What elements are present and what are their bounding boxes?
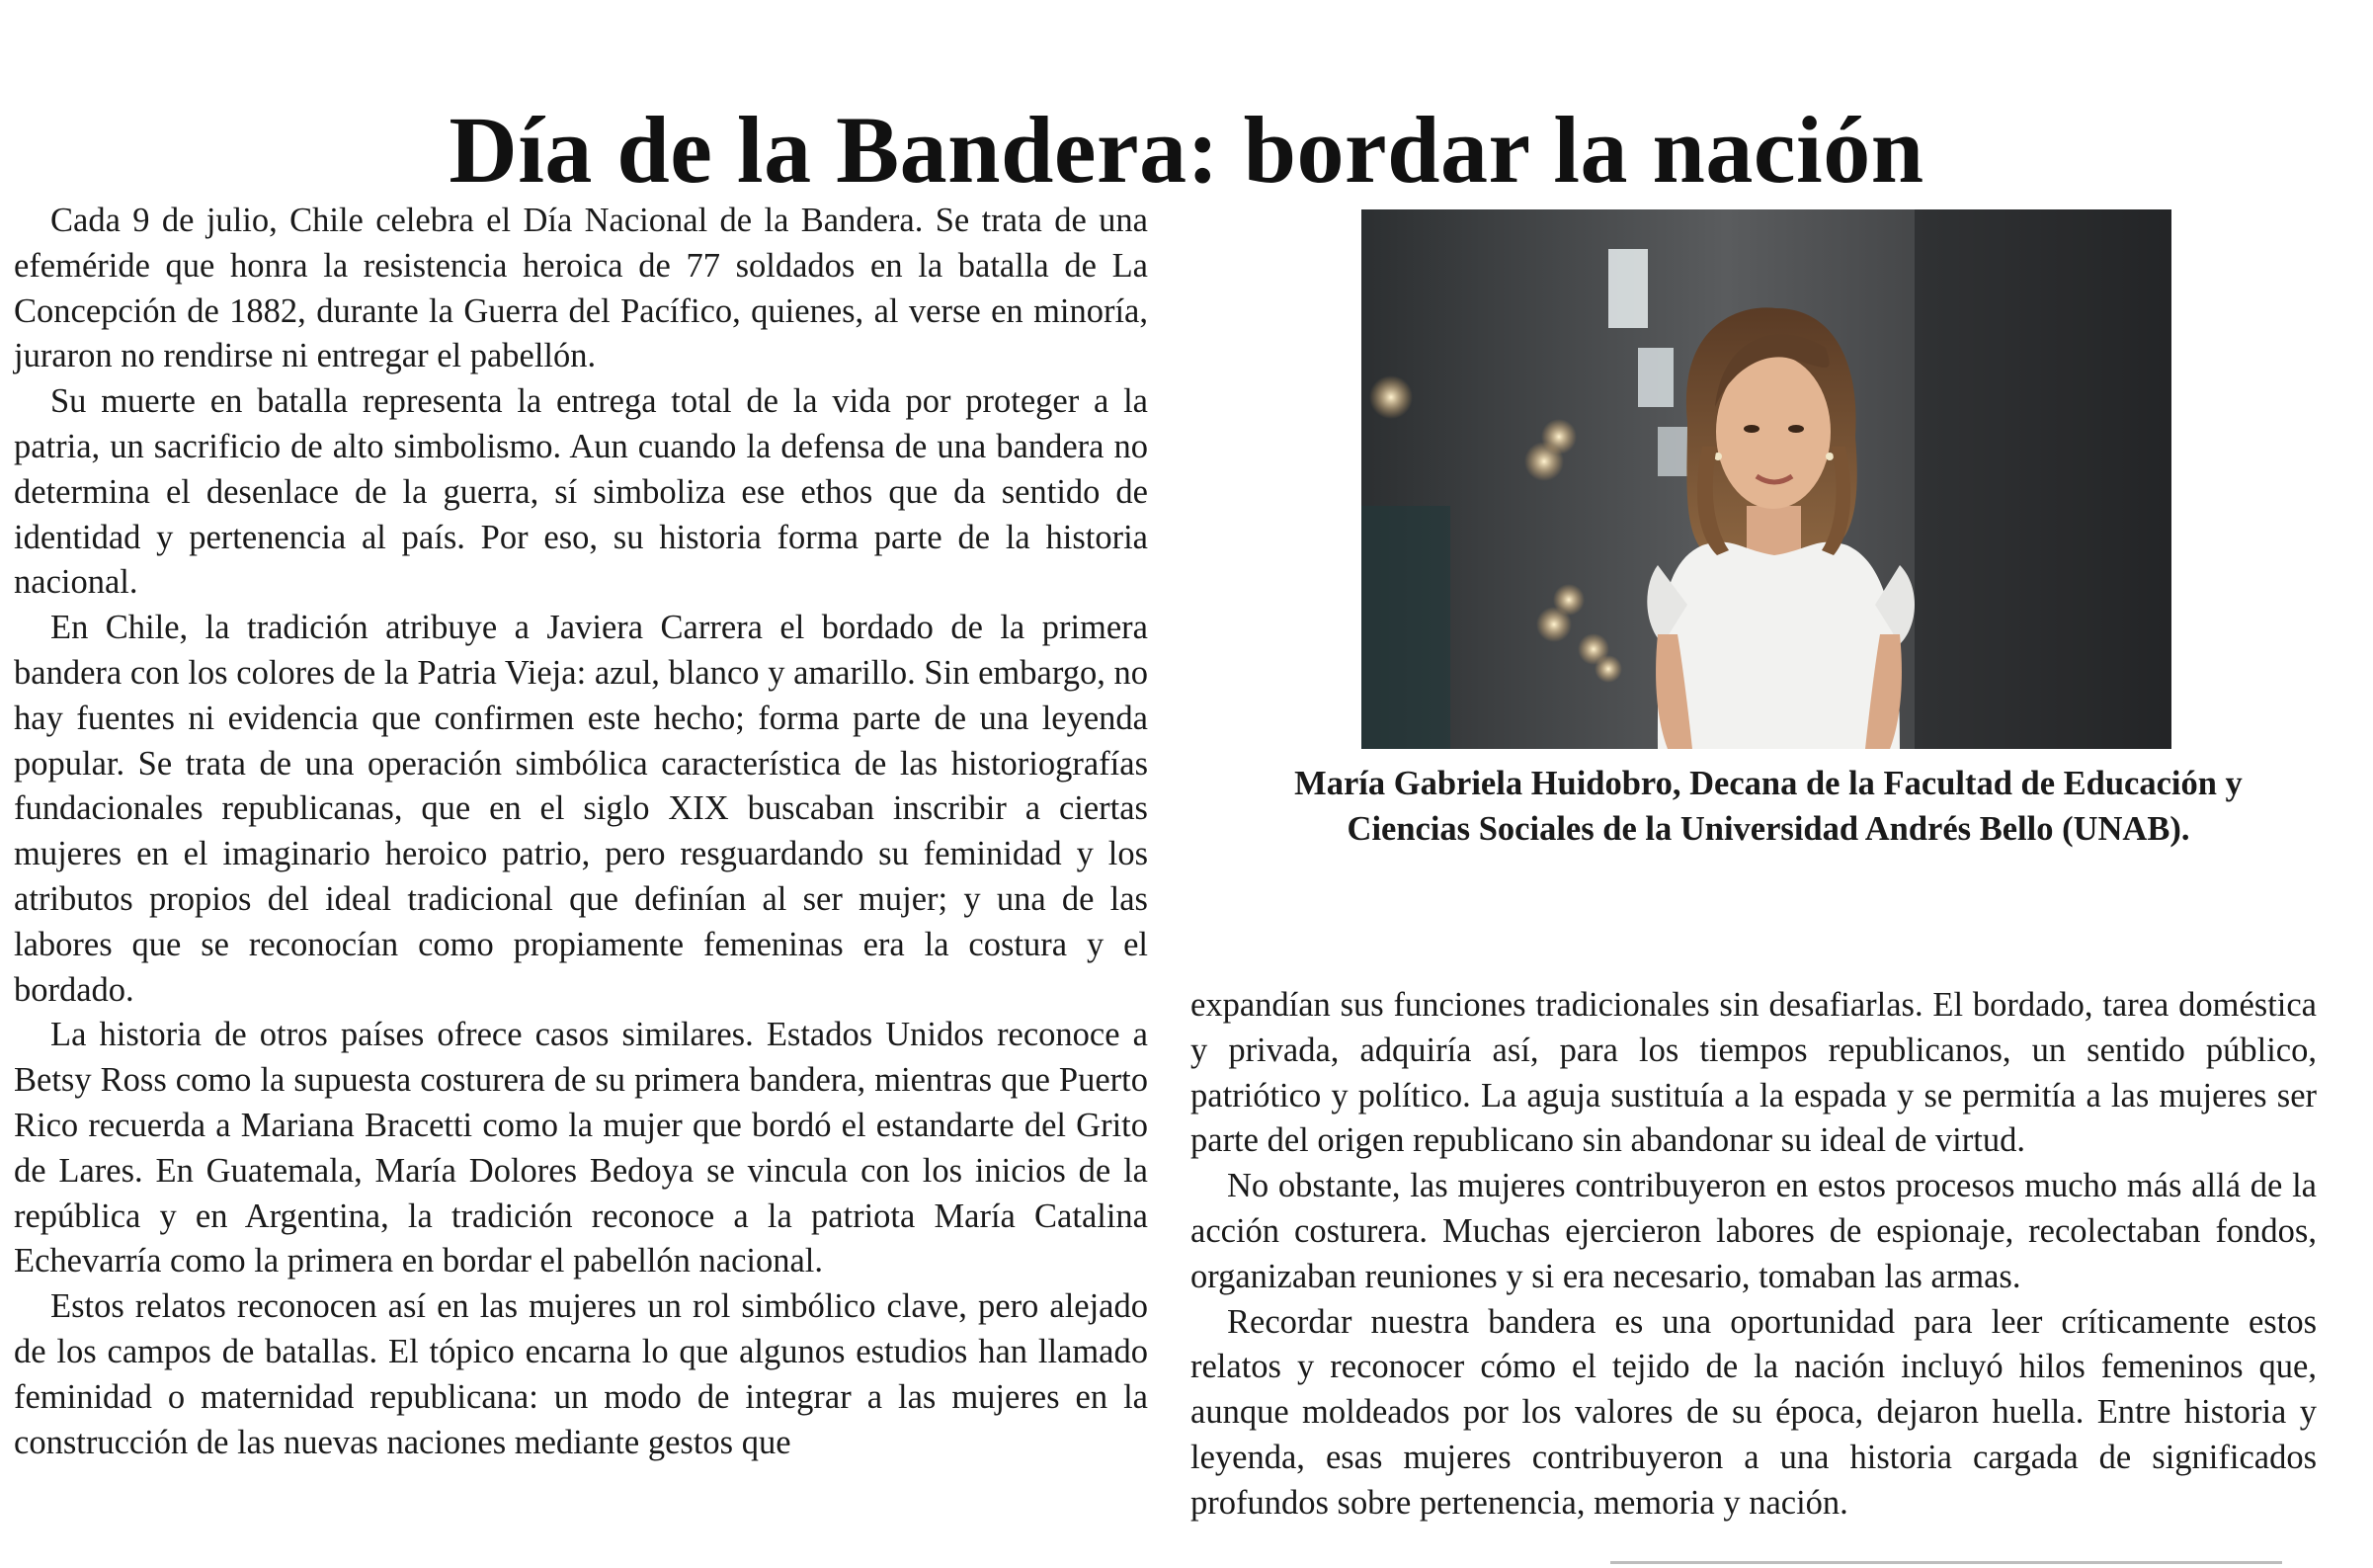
paragraph: Su muerte en batalla representa la entrega total de la vida por proteger a la patria, un sacrificio de alto simbolismo. Aun cuando la defensa de una bandera no determina el desenlace de la guerra, sí simboliza ese ethos que da sentido de identidad y pertenencia al país. Por eso, su historia forma parte de la historia nacional.: [14, 382, 1148, 602]
paragraph: expandían sus funciones tradicionales sin desafiarlas. El bordado, tarea doméstica y privada, adquiría así, para los tiempos republicanos, un sentido público, patriótico y político. La aguja sustituía a la espada y se permitía a las mujeres ser parte del origen republicano sin abandonar su ideal de virtud.: [1190, 986, 2317, 1160]
paragraph: La historia de otros países ofrece casos similares. Estados Unidos reconoce a Betsy Ross como la supuesta costurera de su primera bandera, mientras que Puerto Rico recuerda a Mariana Bracetti como la mujer que bordó el estandarte del Grito de Lares. En Guatemala, María Dolores Bedoya se vincula con los inicios de la república y en Argentina, la tradición reconoce a la patriota María Catalina Echevarría como la primera en bordar el pabellón nacional.: [14, 1016, 1148, 1280]
photo-caption: María Gabriela Huidobro, Decana de la Facultad de Educación y Ciencias Sociales de la Universidad Andrés Bello (UNAB).: [1294, 765, 2243, 848]
bottom-divider: [1610, 1561, 2282, 1564]
portrait-photo: [1361, 209, 2171, 749]
article-column-left: [14, 199, 1148, 1465]
paragraph: Cada 9 de julio, Chile celebra el Día Nacional de la Bandera. Se trata de una efeméride que honra la resistencia heroica de 77 soldados en la batalla de La Concepción de 1882, durante la Guerra del Pacífico, quienes, al verse en minoría, juraron no rendirse ni entregar el pabellón.: [14, 202, 1148, 375]
paragraph: Recordar nuestra bandera es una oportunidad para leer críticamente estos relatos y reconocer cómo el tejido de la nación incluyó hilos femeninos que, aunque moldeados por los valores de su época, dejaron huella. Entre historia y leyenda, esas mujeres contribuyeron a una historia cargada de significados profundos sobre pertenencia, memoria y nación.: [1190, 1302, 2317, 1522]
paragraph: En Chile, la tradición atribuye a Javiera Carrera el bordado de la primera bandera con los colores de la Patria Vieja: azul, blanco y amarillo. Sin embargo, no hay fuentes ni evidencia que confirmen este hecho; forma parte de una leyenda popular. Se trata de una operación simbólica característica de las historiografías fundacionales republicanas, que en el siglo XIX buscaban inscribir a ciertas mujeres en el imaginario heroico patrio, pero resguardando su feminidad y los atributos propios del ideal tradicional que definían al ser mujer; y una de las labores que se reconocían como propiamente femeninas era la costura y el bordado.: [14, 609, 1148, 1009]
article-title: Día de la Bandera: bordar la nación: [449, 97, 1924, 204]
paragraph: No obstante, las mujeres contribuyeron en estos procesos mucho más allá de la acción costurera. Muchas ejercieron labores de espionaje, recolectaban fondos, organizaban reuniones y si era necesario, tomaban las armas.: [1190, 1167, 2317, 1295]
portrait-illustration: [1361, 209, 2171, 749]
article-column-right: [1190, 983, 2317, 1527]
paragraph: Estos relatos reconocen así en las mujeres un rol simbólico clave, pero alejado de los campos de batallas. El tópico encarna lo que algunos estudios han llamado feminidad o maternidad republicana: un modo de integrar a las mujeres en la construcción de las nuevas naciones mediante gestos que: [14, 1287, 1148, 1461]
